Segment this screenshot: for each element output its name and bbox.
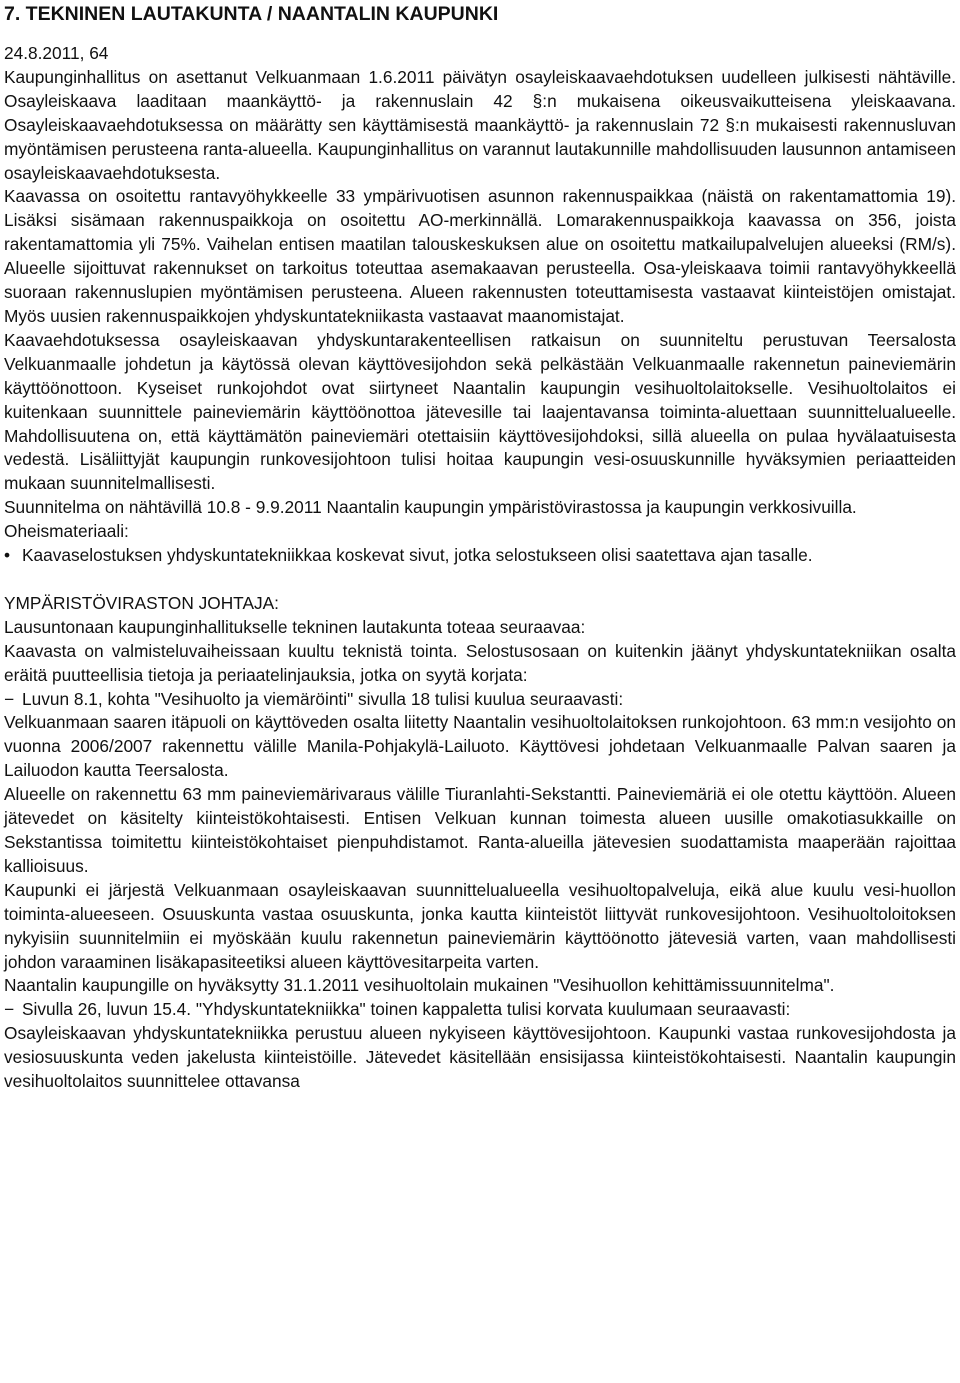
kaavasta-paragraph: Kaavasta on valmisteluvaiheissaan kuultu teknistä tointa. Selostusosaan on kuitenkin jäänyt yhdyskuntatekniikan osalta eräitä puutteellisia tietoja ja periaatelinjauksia, jotka on syytä korjata: xyxy=(4,640,956,685)
oheismateriaali-item xyxy=(4,544,956,568)
section-heading: 7. TEKNINEN LAUTAKUNTA / NAANTALIN KAUPUNKI xyxy=(4,3,499,25)
oheismateriaali-label: Oheismateriaali: xyxy=(4,521,129,542)
velkuanmaan-paragraph: Velkuanmaan saaren itäpuoli on käyttöveden osalta liitetty Naantalin vesihuoltolaitoksen runkojohtoon. 63 mm:n vesijohto on vuonna 2006/2007 rakennettu välille Manila-Pohjakylä-Lailuoto. Käyttövesi johdetaan Velkuanmaalle Palvan saaren ja Lailuodon kautta Teersalosta. xyxy=(4,712,956,781)
date-reference: 24.8.2011, 64 xyxy=(4,43,109,63)
alueelle-paragraph: Alueelle on rakennettu 63 mm paineviemärivaraus välille Tiuranlahti-Sekstantti. Paineviemäriä ei ole otettu käyttöön. Alueen jätevedet on käsitelty kiinteistökohtaisesti. Entisen Velkuan kunnan toimesta alueen uusille omakotiasukkaille on Sekstantissa toimitettu kiinteistökohtaiset pienpuhdistamot. Ranta-alueilla jätevesien suodattamista maaperään rajoittaa kallioisuus. xyxy=(4,784,956,876)
dash-icon: − xyxy=(4,688,15,709)
oheismateriaali-text: Kaavaselostuksen yhdyskuntatekniikkaa koskevat sivut, jotka selostukseen olisi saatettava ajan tasalle. xyxy=(22,545,813,566)
kaavaehdotuksessa-paragraph: Kaavaehdotuksessa osayleiskaavan yhdyskuntarakenteellisen ratkaisun on suunniteltu perustuvan Teersalosta Velkuanmaalle johdetun ja käytössä olevan käyttövesijohdon sekä pelkästään Velkuanmaalle rakennetun paineviemärin käyttöönottoon. Kyseiset runkojohdot ovat siirtyneet Naantalin kaupungin vesihuoltolaitokselle. Vesihuoltolaitos ei kuitenkaan suunnittele paineviemärin käyttöönottoa jätevesille tai laajentavansa toiminta-aluettaan suunnittelualueelle. Mahdollisuutena on, että käyttämätön paineviemäri otettaisiin käyttövesijohdoksi, sillä alueella on pulaa hyvälaatuisesta vedestä. Lisäliittyjät kaupungin runkovesijohtoon tulisi hoitaa kaupungin vesi-osuuskunnille hyväksymien periaatteiden mukaan suunnitelmallisesti. xyxy=(4,329,956,494)
kaavassa-paragraph: Kaavassa on osoitettu rantavyöhykkeelle 33 ympärivuotisen asunnon rakennuspaikkaa (näistä on rakentamattomia 19). Lisäksi sisämaan rakennuspaikkoja on osoitettu AO-merkinnällä. Lomarakennuspaikkoja kaavassa on 356, joista rakentamattomia yli 75%. Vaihelan entisen maatilan talouskeskuksen alue on osoitettu matkailupalvelujen alueeksi (RM/s). Alueelle sijoittuvat rakennukset on tarkoitus toteuttaa asemakaavan perusteella. Osa-yleiskaava toimii rantavyöhykkeellä suoraan rakennuslupien myöntämisen perusteena. Alueen rakennusten toteuttamisesta vastaavat kiinteistöjen omistajat. Myös uusien rakennuspaikkojen yhdyskuntatekniikasta vastaavat maanomistajat. xyxy=(4,186,956,326)
naantalin-paragraph: Naantalin kaupungille on hyväksytty 31.1.2011 vesihuoltolain mukainen "Vesihuollon kehittämissuunnitelma". xyxy=(4,975,835,996)
johtaja-heading: YMPÄRISTÖVIRASTON JOHTAJA: xyxy=(4,592,279,613)
sivulla-item xyxy=(4,998,956,1022)
lausunto-line: Lausuntonaan kaupunginhallitukselle tekninen lautakunta toteaa seuraavaa: xyxy=(4,616,586,637)
suunnitelma-paragraph: Suunnitelma on nähtävillä 10.8 - 9.9.2011 Naantalin kaupungin ympäristövirastossa ja kaupungin verkkosivuilla. xyxy=(4,497,857,518)
luvun-item xyxy=(4,688,956,712)
dash-icon: − xyxy=(4,999,15,1020)
intro-paragraph: Kaupunginhallitus on asettanut Velkuanmaan 1.6.2011 päivätyn osayleiskaavaehdotuksen uudelleen julkisesti nähtäville. Osayleiskaava laaditaan maankäyttö- ja rakennuslain 42 §:n mukaisena oikeusvaikutteisena yleiskaavana. Osayleiskaavaehdotuksessa on määrätty sen käyttämisestä maankäyttö- ja rakennuslain 72 §:n mukaisesti rakennusluvan myöntämisen perusteena ranta-alueella. Kaupunginhallitus on varannut lautakunnille mahdollisuuden lausunnon antamiseen osayleiskaavaehdotuksesta. xyxy=(4,66,956,183)
spacer xyxy=(4,568,956,592)
kaupunki-paragraph: Kaupunki ei järjestä Velkuanmaan osayleiskaavan suunnittelualueella vesihuoltopalveluja, eikä alue kuulu vesi-huollon toiminta-alueeseen. Osuuskunta vastaa osuuskunta, jonka kautta kiinteistöt liittyvät runkovesijohtoon. Vesihuoltoloitoksen nykyisiin suunnitelmiin ei myöskään kuulu rakennetun paineviemärin käyttöönotto jätevesiä varten, vaan mahdollisesti johdon varaaminen lisäkapasiteetiksi alueen käyttövesitarpeita varten. xyxy=(4,879,956,972)
sivulla-text: Sivulla 26, luvun 15.4. "Yhdyskuntatekniikka" toinen kappaletta tulisi korvata kuulumaan seuraavasti: xyxy=(22,999,791,1020)
osayleiskaavan-paragraph: Osayleiskaavan yhdyskuntatekniikka perustuu alueen nykyiseen käyttövesijohtoon. Kaupunki vastaa runkovesijohdosta ja vesiosuuskunta veden jakelusta kiinteistöille. Jätevedet käsitellään ensisijassa kiinteistökohtaisesti. Naantalin kaupungin vesihuoltolaitos suunnittelee ottavansa xyxy=(4,1023,956,1092)
luvun-text: Luvun 8.1, kohta "Vesihuolto ja viemäröinti" sivulla 18 tulisi kuulua seuraavasti: xyxy=(22,688,624,709)
bullet-icon: • xyxy=(4,545,11,566)
